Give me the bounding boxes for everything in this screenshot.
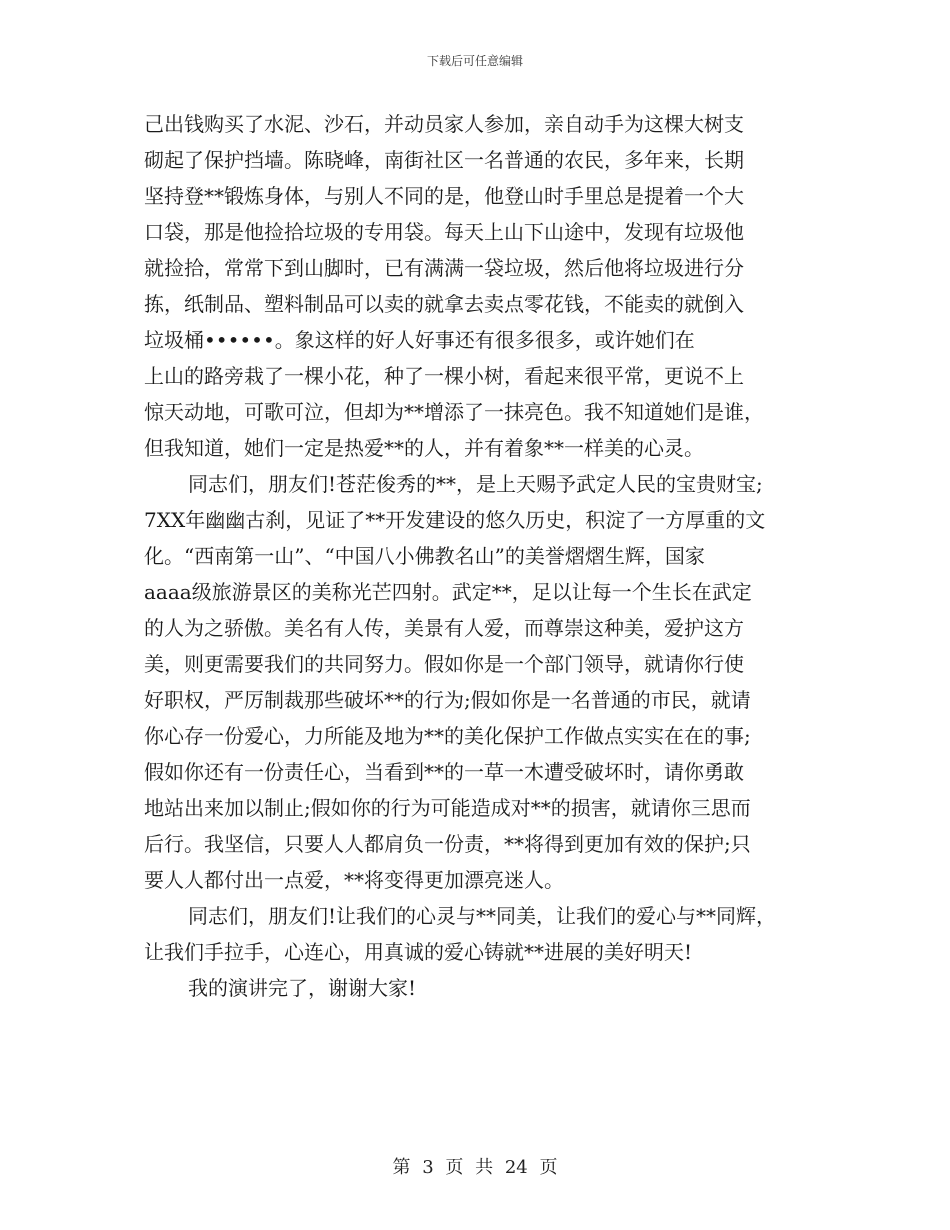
text-line: 拣，纸制品、塑料制品可以卖的就拿去卖点零花钱，不能卖的就倒入: [144, 292, 744, 316]
text-line: 的人为之骄傲。美名有人传，美景有人爱，而尊崇这种美，爱护这方: [144, 616, 744, 640]
text-line: 地站出来加以制止;假如你的行为可能造成对**的损害，就请你三思而: [144, 796, 751, 820]
text-line: 垃圾桶••••••。象这样的好人好事还有很多很多，或许她们在: [144, 328, 695, 352]
page-header: 下载后可任意编辑: [426, 54, 523, 68]
text-line: 你心存一份爱心，力所能及地为**的美化保护工作做点实实在在的事;: [144, 724, 751, 748]
text-line: 后行。我坚信，只要人人都肩负一份责，**将得到更加有效的保护;只: [144, 832, 751, 856]
text-line: 砌起了保护挡墙。陈晓峰，南街社区一名普通的农民，多年来，长期: [144, 148, 744, 172]
text-line: 上山的路旁栽了一棵小花，种了一棵小树，看起来很平常，更说不上: [144, 364, 744, 388]
text-line: 7XX年幽幽古刹，见证了**开发建设的悠久历史，积淀了一方厚重的文: [144, 508, 766, 532]
text-line: 假如你还有一份责任心，当看到**的一草一木遭受破坏时，请你勇敢: [144, 760, 744, 784]
text-line: aaaa级旅游景区的美称光芒四射。武定**，足以让每一个生长在武定: [144, 580, 752, 604]
text-line: 化。“西南第一山”、“中国八小佛教名山”的美誉熠熠生辉，国家: [144, 544, 705, 568]
paragraph-start-line: 同志们，朋友们!让我们的心灵与**同美，让我们的爱心与**同辉，: [188, 904, 777, 928]
text-line: 惊天动地，可歌可泣，但却为**增添了一抹亮色。我不知道她们是谁，: [144, 400, 764, 424]
paragraph-start-line: 同志们，朋友们!苍茫俊秀的**，是上天赐予武定人民的宝贵财宝;: [188, 472, 763, 496]
page-number-footer: 第 3 页 共 24 页: [392, 1157, 558, 1178]
text-line: 美，则更需要我们的共同努力。假如你是一个部门领导，就请你行使: [144, 652, 744, 676]
text-line: 坚持登**锻炼身体，与别人不同的是，他登山时手里总是提着一个大: [144, 184, 744, 208]
text-line: 己出钱购买了水泥、沙石，并动员家人参加，亲自动手为这棵大树支: [144, 112, 744, 136]
document-body: [144, 106, 809, 1006]
text-line: 让我们手拉手，心连心，用真诚的爱心铸就**进展的美好明天!: [144, 940, 693, 964]
text-line: 但我知道，她们一定是热爱**的人，并有着象**一样美的心灵。: [144, 436, 704, 460]
text-line: 好职权，严厉制裁那些破坏**的行为;假如你是一名普通的市民，就请: [144, 688, 751, 712]
closing-line: 我的演讲完了，谢谢大家!: [188, 976, 417, 1000]
text-line: 就捡拾，常常下到山脚时，已有满满一袋垃圾，然后他将垃圾进行分: [144, 256, 744, 280]
text-line: 口袋，那是他捡拾垃圾的专用袋。每天上山下山途中，发现有垃圾他: [144, 220, 744, 244]
text-line: 要人人都付出一点爱，**将变得更加漂亮迷人。: [144, 868, 564, 892]
